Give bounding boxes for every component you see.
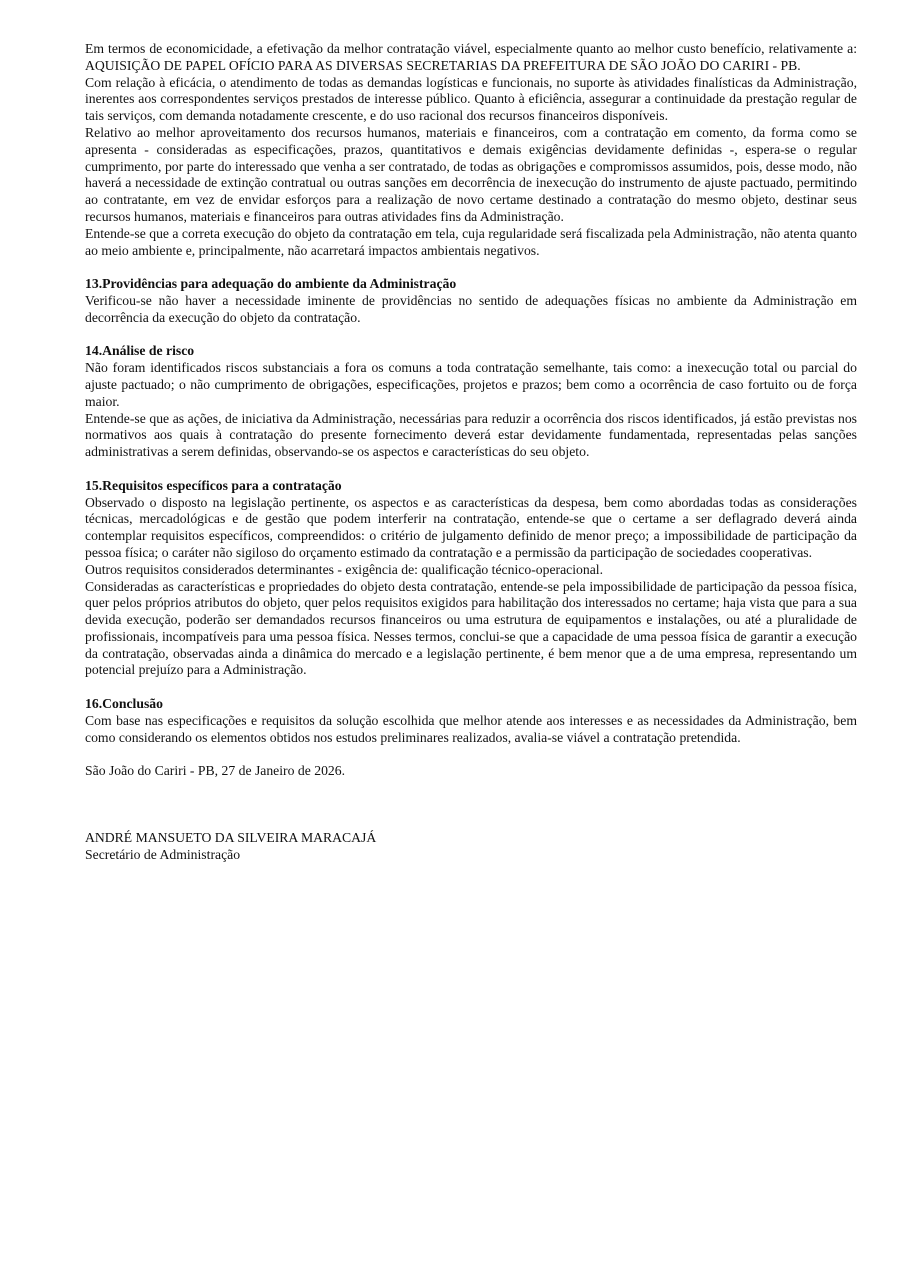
paragraph: Consideradas as características e propriedades do objeto desta contratação, entende-se pela impossibilidade de participação da pessoa física, quer pelos próprios atributos do objeto, quer pelos requisitos exigidos para habilitação dos interessados no certame; haja vista que para a sua devida execução, poderão ser demandados recursos financeiros ou uma estrutura de equipamentos e instalações, ou até a pluralidade de profissionais, incompatíveis para uma pessoa física. Nesses termos, conclui-se que a capacidade de uma pessoa física de garantir a execução da contratação, observadas ainda a dinâmica do mercado e a legislação pertinente, é bem menor que a de uma empresa, representando um potencial prejuízo para a Administração. bbox=[85, 578, 857, 678]
signatory-name: ANDRÉ MANSUETO DA SILVEIRA MARACAJÁ bbox=[85, 830, 377, 846]
section-heading: 14.Análise de risco bbox=[85, 343, 195, 359]
section-15 bbox=[85, 478, 857, 680]
document-page bbox=[85, 41, 857, 864]
paragraph: Com base nas especificações e requisitos da solução escolhida que melhor atende aos interesses e as necessidades da Administração, bem como considerando os elementos obtidos nos estudos preliminares realizados, avalia-se viável a contratação pretendida. bbox=[85, 712, 857, 745]
paragraph: Outros requisitos considerados determinantes - exigência de: qualificação técnico-operacional. bbox=[85, 561, 604, 577]
paragraph: Verificou-se não haver a necessidade iminente de providências no sentido de adequações físicas no ambiente da Administração em decorrência da execução do objeto da contratação. bbox=[85, 292, 857, 325]
intro-section bbox=[85, 41, 857, 259]
paragraph: Entende-se que a correta execução do objeto da contratação em tela, cuja regularidade será fiscalizada pela Administração, não atenta quanto ao meio ambiente e, principalmente, não acarretará impactos ambientais negativos. bbox=[85, 225, 857, 258]
signature-block bbox=[85, 830, 857, 864]
section-16 bbox=[85, 696, 857, 746]
paragraph: Não foram identificados riscos substanciais a fora os comuns a toda contratação semelhante, tais como: a inexecução total ou parcial do ajuste pactuado; o não cumprimento de obrigações, especificações, projetos e prazos; bem como a ocorrência de caso fortuito ou de força maior. bbox=[85, 360, 857, 409]
section-heading: 15.Requisitos específicos para a contratação bbox=[85, 477, 342, 493]
paragraph: Entende-se que as ações, de iniciativa da Administração, necessárias para reduzir a ocorrência dos riscos identificados, já estão previstas nos normativos aos quais à contratação do presente fornecimento deverá estar devidamente fundamentada, representadas pelas sanções administrativas a serem definidas, observando-se os aspectos e características do seu objeto. bbox=[85, 410, 857, 460]
paragraph: Em termos de economicidade, a efetivação da melhor contratação viável, especialmente quanto ao melhor custo benefício, relativamente a: AQUISIÇÃO DE PAPEL OFÍCIO PARA AS DIVERSAS SECRETARIAS DA PREFEITURA DE SÃO JOÃO DO CARIRI - PB. bbox=[85, 41, 857, 73]
date-line: São João do Cariri - PB, 27 de Janeiro de 2026. bbox=[85, 763, 346, 779]
paragraph: Com relação à eficácia, o atendimento de todas as demandas logísticas e funcionais, no suporte às atividades finalísticas da Administração, inerentes aos correspondentes serviços prestados de interesse público. Quanto à eficiência, assegurar a continuidade da prestação regular de tais serviços, com demanda notadamente crescente, e do uso racional dos recursos financeiros disponíveis. bbox=[85, 74, 857, 124]
section-13 bbox=[85, 276, 857, 326]
section-heading: 13.Providências para adequação do ambiente da Administração bbox=[85, 276, 457, 292]
section-heading: 16.Conclusão bbox=[85, 696, 163, 712]
signatory-role: Secretário de Administração bbox=[85, 846, 241, 862]
paragraph: Observado o disposto na legislação pertinente, os aspectos e as características da despesa, bem como abordadas todas as considerações técnicas, mercadológicas e de gestão que podem interferir na contratação, entende-se que o certame a ser deflagrado deverá ainda contemplar requisitos específicos, compreendidos: o critério de julgamento definido de menor preço; a impossibilidade de participação da pessoa física; o caráter não sigiloso do orçamento estimado da contratação e a permissão da participação de sociedades cooperativas. bbox=[85, 494, 857, 560]
section-14 bbox=[85, 343, 857, 461]
paragraph: Relativo ao melhor aproveitamento dos recursos humanos, materiais e financeiros, com a contratação em comento, da forma como se apresenta - consideradas as especificações, prazos, quantitativos e demais exigências devidamente definidas -, espera-se o regular cumprimento, por parte do interessado que venha a ser contratado, de todas as obrigações e compromissos assumidos, pois, desse modo, não haverá a necessidade de extinção contratual ou outras sanções em decorrência de inexecução do instrumento de ajuste pactuado, permitindo ao contratante, em vez de envidar esforços para a realização de novo certame destinado a contratação do mesmo objeto, destinar seus recursos humanos, materiais e financeiros para outras atividades fins da Administração. bbox=[85, 124, 857, 224]
